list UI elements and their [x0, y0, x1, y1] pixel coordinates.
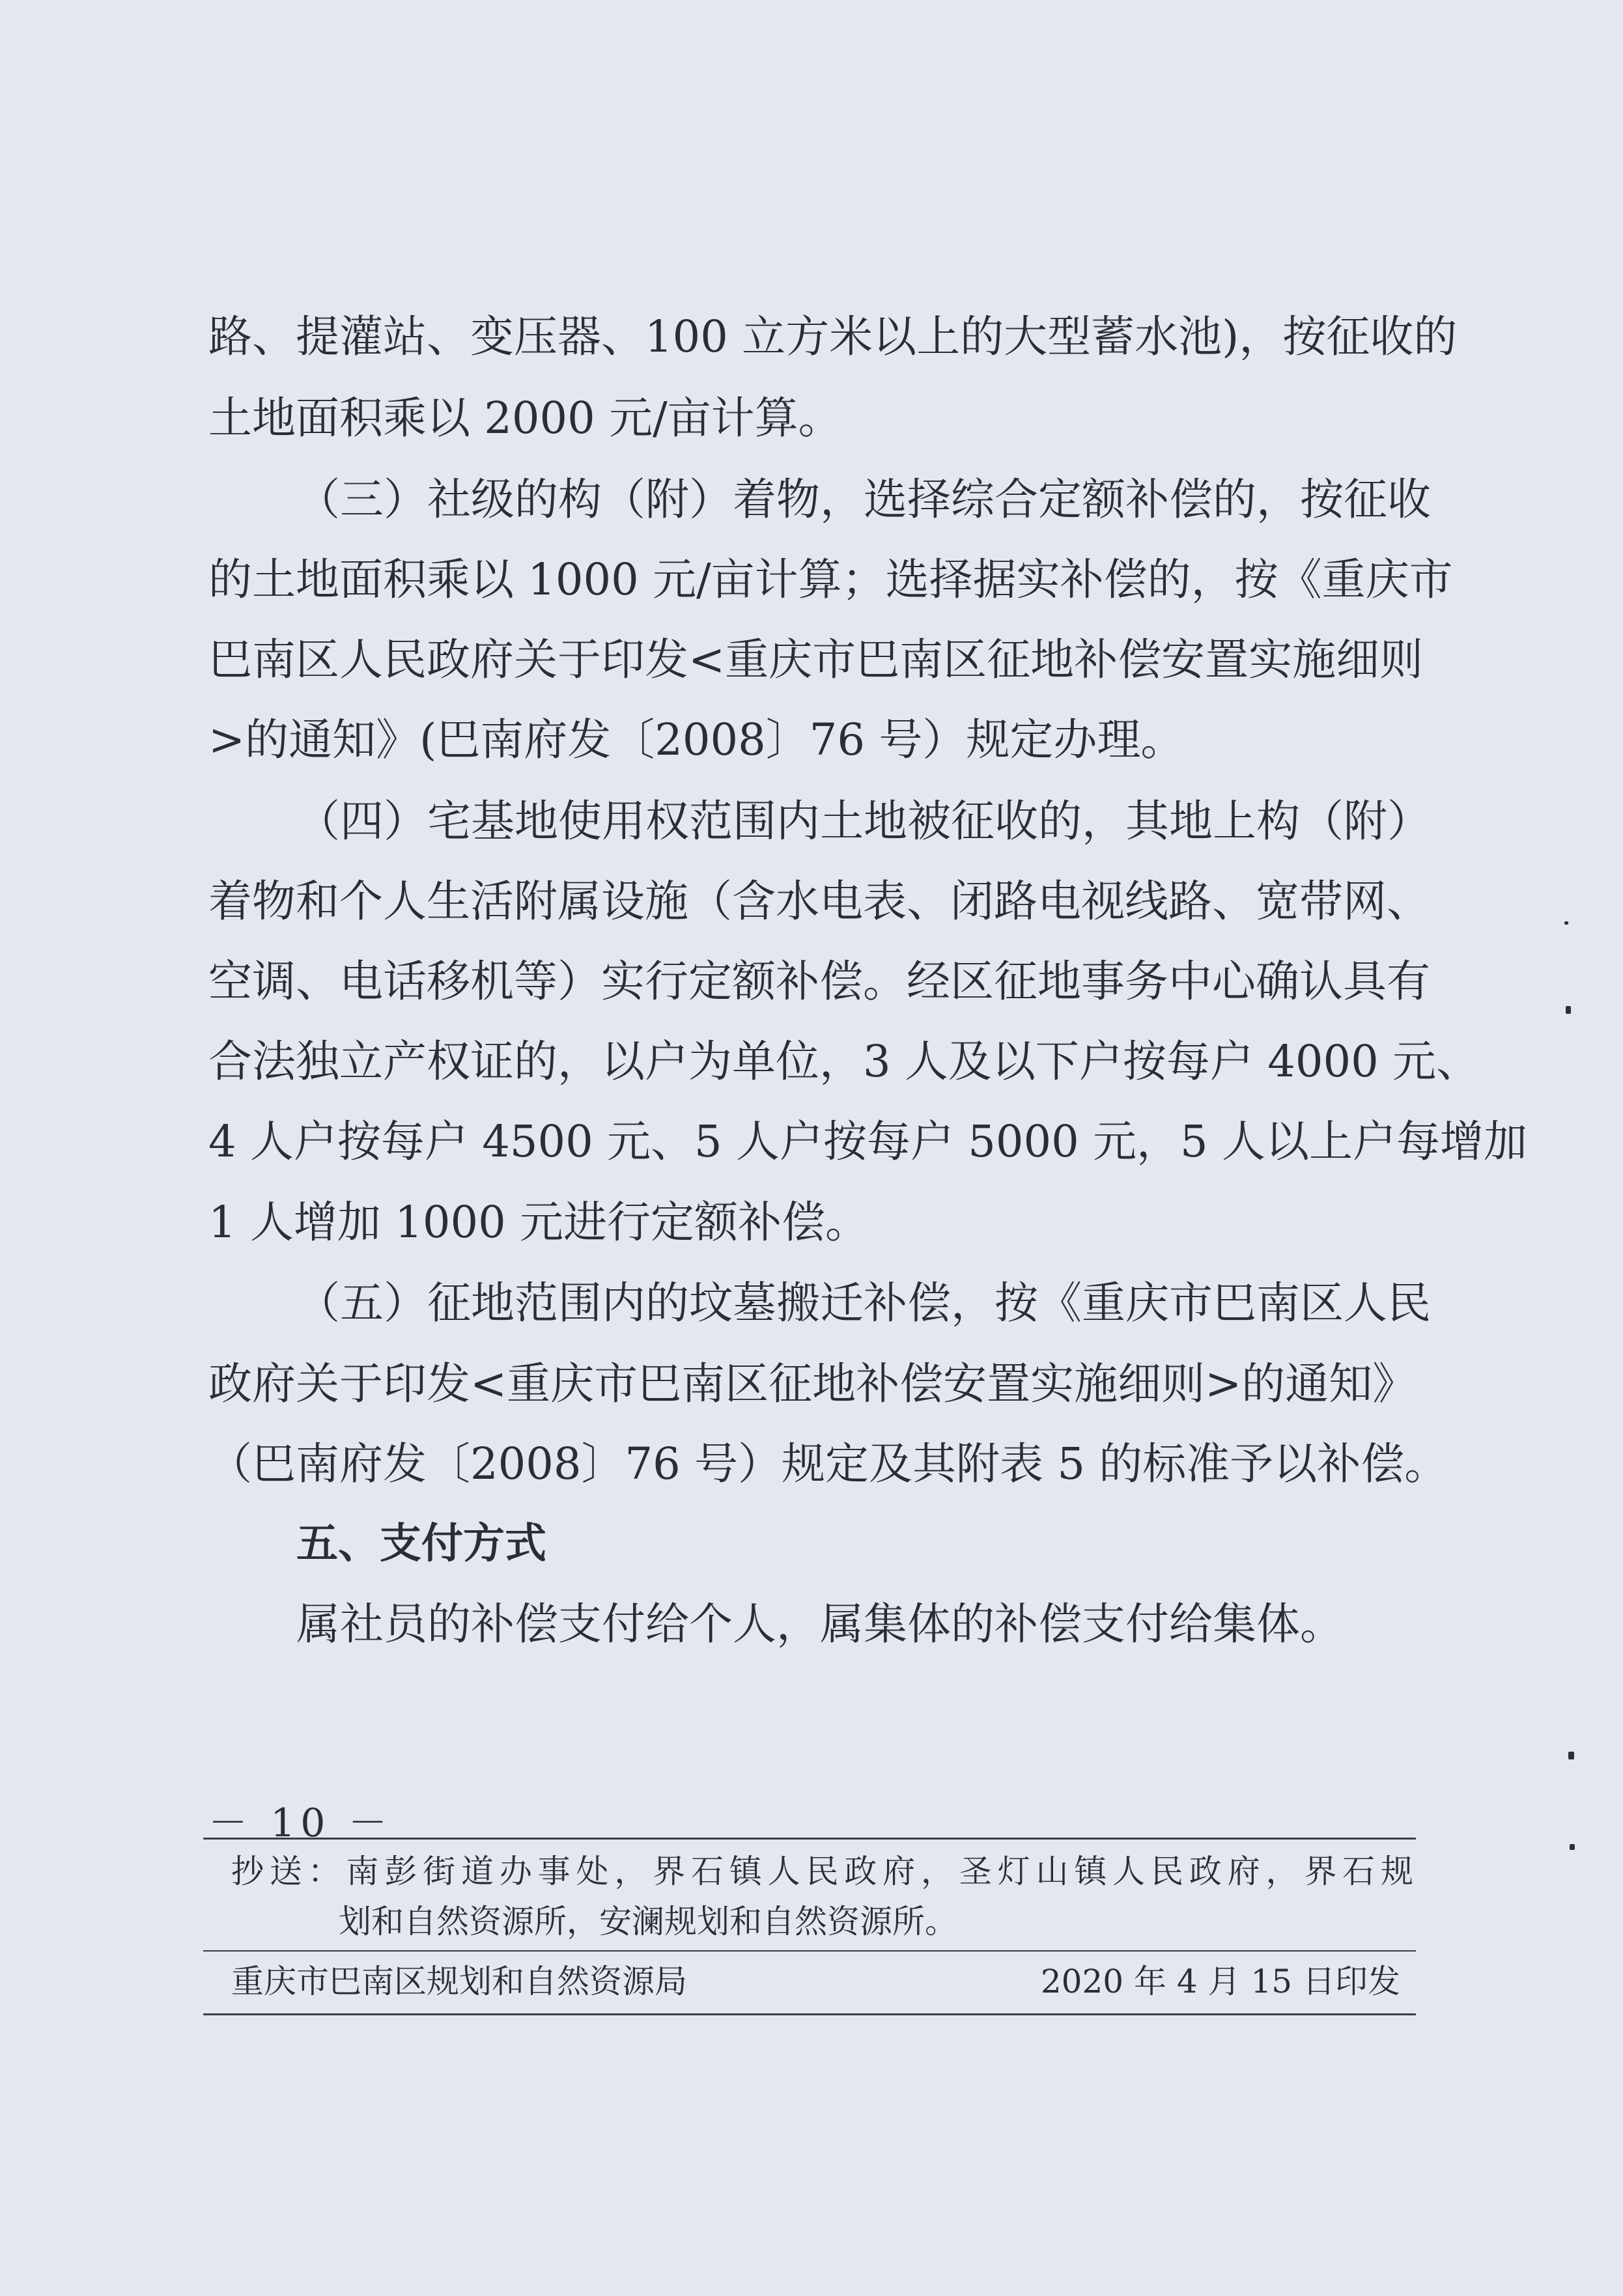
- body-line-10: 合法独立产权证的，以户为单位，3 人及以下户按每户 4000 元、: [208, 1036, 1480, 1087]
- body-line-14: 政府关于印发<重庆市巴南区征地补偿安置实施细则>的通知》: [208, 1358, 1417, 1409]
- footer-rule-bottom: [203, 2013, 1416, 2015]
- body-line-9: 空调、电话移机等）实行定额补偿。经区征地事务中心确认具有: [208, 956, 1430, 1007]
- cc-line-1: 抄送：南彭街道办事处，界石镇人民政府，圣灯山镇人民政府，界石规: [231, 1853, 1413, 1890]
- cc-line-2: 划和自然资源所，安澜规划和自然资源所。: [339, 1903, 957, 1940]
- section-text: 属社员的补偿支付给个人，属集体的补偿支付给集体。: [296, 1599, 1344, 1649]
- scan-speck: [1566, 1006, 1571, 1014]
- scan-speck: [1564, 921, 1568, 925]
- body-line-1: 路、提灌站、变压器、100 立方米以上的大型蓄水池)，按征收的: [208, 311, 1458, 362]
- footer-rule-middle: [203, 1950, 1416, 1952]
- scan-speck: [1568, 1752, 1574, 1759]
- body-line-6: >的通知》(巴南府发〔2008〕76 号）规定办理。: [208, 714, 1185, 765]
- body-line-12: 1 人增加 1000 元进行定额补偿。: [208, 1197, 869, 1248]
- page-number: － 10 －: [208, 1800, 393, 1846]
- body-line-11: 4 人户按每户 4500 元、5 人户按每户 5000 元，5 人以上户每增加: [208, 1116, 1527, 1167]
- section-heading: 五、支付方式: [296, 1520, 546, 1568]
- scan-speck: [1570, 1844, 1575, 1850]
- print-date: 2020 年 4 月 15 日印发: [1040, 1963, 1400, 2000]
- body-line-4: 的土地面积乘以 1000 元/亩计算；选择据实补偿的，按《重庆市: [208, 554, 1453, 605]
- body-line-15: （巴南府发〔2008〕76 号）规定及其附表 5 的标准予以补偿。: [208, 1438, 1448, 1489]
- body-line-13: （五）征地范围内的坟墓搬迁补偿，按《重庆市巴南区人民: [296, 1278, 1431, 1328]
- body-line-2: 土地面积乘以 2000 元/亩计算。: [208, 393, 842, 443]
- issuer: 重庆市巴南区规划和自然资源局: [231, 1963, 687, 2000]
- body-line-5: 巴南区人民政府关于印发<重庆市巴南区征地补偿安置实施细则: [208, 634, 1424, 685]
- body-line-7: （四）宅基地使用权范围内土地被征收的，其地上构（附）: [296, 796, 1431, 847]
- body-line-3: （三）社级的构（附）着物，选择综合定额补偿的，按征收: [296, 474, 1431, 525]
- body-line-8: 着物和个人生活附属设施（含水电表、闭路电视线路、宽带网、: [208, 876, 1430, 927]
